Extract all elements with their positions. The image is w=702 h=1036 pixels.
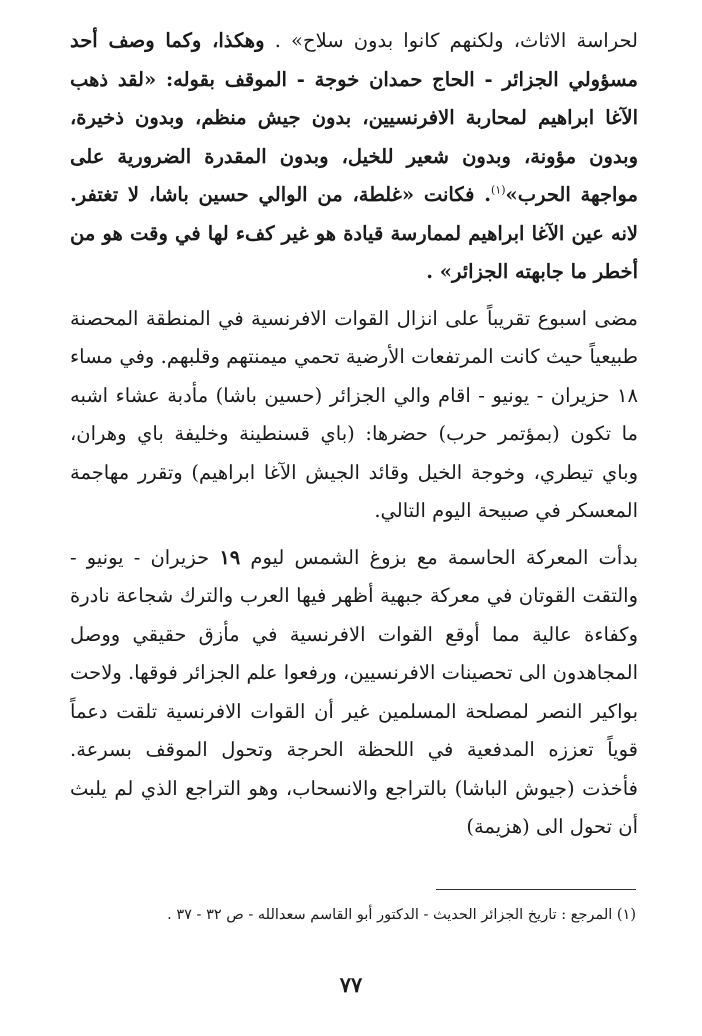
paragraph-2: مضى اسبوع تقريباً على انزال القوات الافرنسية في المنطقة المحصنة طبيعياً حيث كانت المرتفعات الأرضية تحمي ميمنتهم وقلبهم. وفي مساء ١٨ حزيران - يونيو - اقام والي الجزائر (حسين باشا) مأدبة عشاء اشبه ما تكون (بمؤتمر حرب) حضرها: (باي قسنطينة وخليفة باي وهران، وباي تيطري، وخوجة الخيل وقائد الجيش الآغا ابراهيم) وتقرر مهاجمة المعسكر في صبيحة اليوم التالي. [70, 306, 638, 522]
footnote-divider [436, 889, 636, 890]
page-number: ٧٧ [339, 972, 363, 997]
footnote: (١) المرجع : تاريخ الجزائر الحديث - الدكتور أبو القاسم سعدالله - ص ٣٢ - ٣٧ . [167, 907, 636, 923]
footnote-marker: (١) [491, 183, 506, 197]
battle-date: ١٩ [219, 545, 241, 569]
paragraph-3-opening: بدأت المعركة الحاسمة مع بزوغ الشمس ليوم [250, 545, 638, 569]
paragraph-1-quote: وهكذا، وكما وصف أحد مسؤولي الجزائر - الحاج حمدان خوجة - الموقف بقوله: «لقد ذهب الآغا ابراهيم لمحاربة الافرنسيين، بدون جيش منظم، وبدون ذخيرة، وبدون مؤونة، وبدون شعير للخيل، وبدون المقدرة الضرورية على مواجهة الحرب» [70, 29, 638, 206]
paragraph-1-opening: لحراسة الاثاث، ولكنهم كانوا بدون سلاح» . [274, 29, 638, 52]
page-body [70, 22, 638, 847]
paragraph-3 [70, 539, 638, 847]
paragraph-1-conclusion: . فكانت «غلطة، من الوالي حسين باشا، لا تغتفر. لانه عين الآغا ابراهيم لممارسة قيادة هو غير كفء لها في وقت هو من أخطر ما جابهته الجزائر» . [70, 183, 638, 283]
paragraph-3-body: حزيران - يونيو - والتقت القوتان في معركة جبهية أظهر فيها العرب والترك شجاعة نادرة وكفاءة عالية مما أوقع القوات الافرنسية في مأزق حقيقي ووصل المجاهدون الى تحصينات الافرنسيين، ورفعوا علم الجزائر فوقها. ولاحت بواكير النصر لمصلحة المسلمين غير أن القوات الافرنسية تلقت دعماً قوياً تعززه المدفعية في اللحظة الحرجة وتحول الموقف بسرعة. فأخذت (جيوش الباشا) بالتراجع والانسحاب، وهو التراجع الذي لم يلبث أن تحول الى (هزيمة) [70, 545, 638, 838]
paragraph-1 [70, 22, 638, 292]
